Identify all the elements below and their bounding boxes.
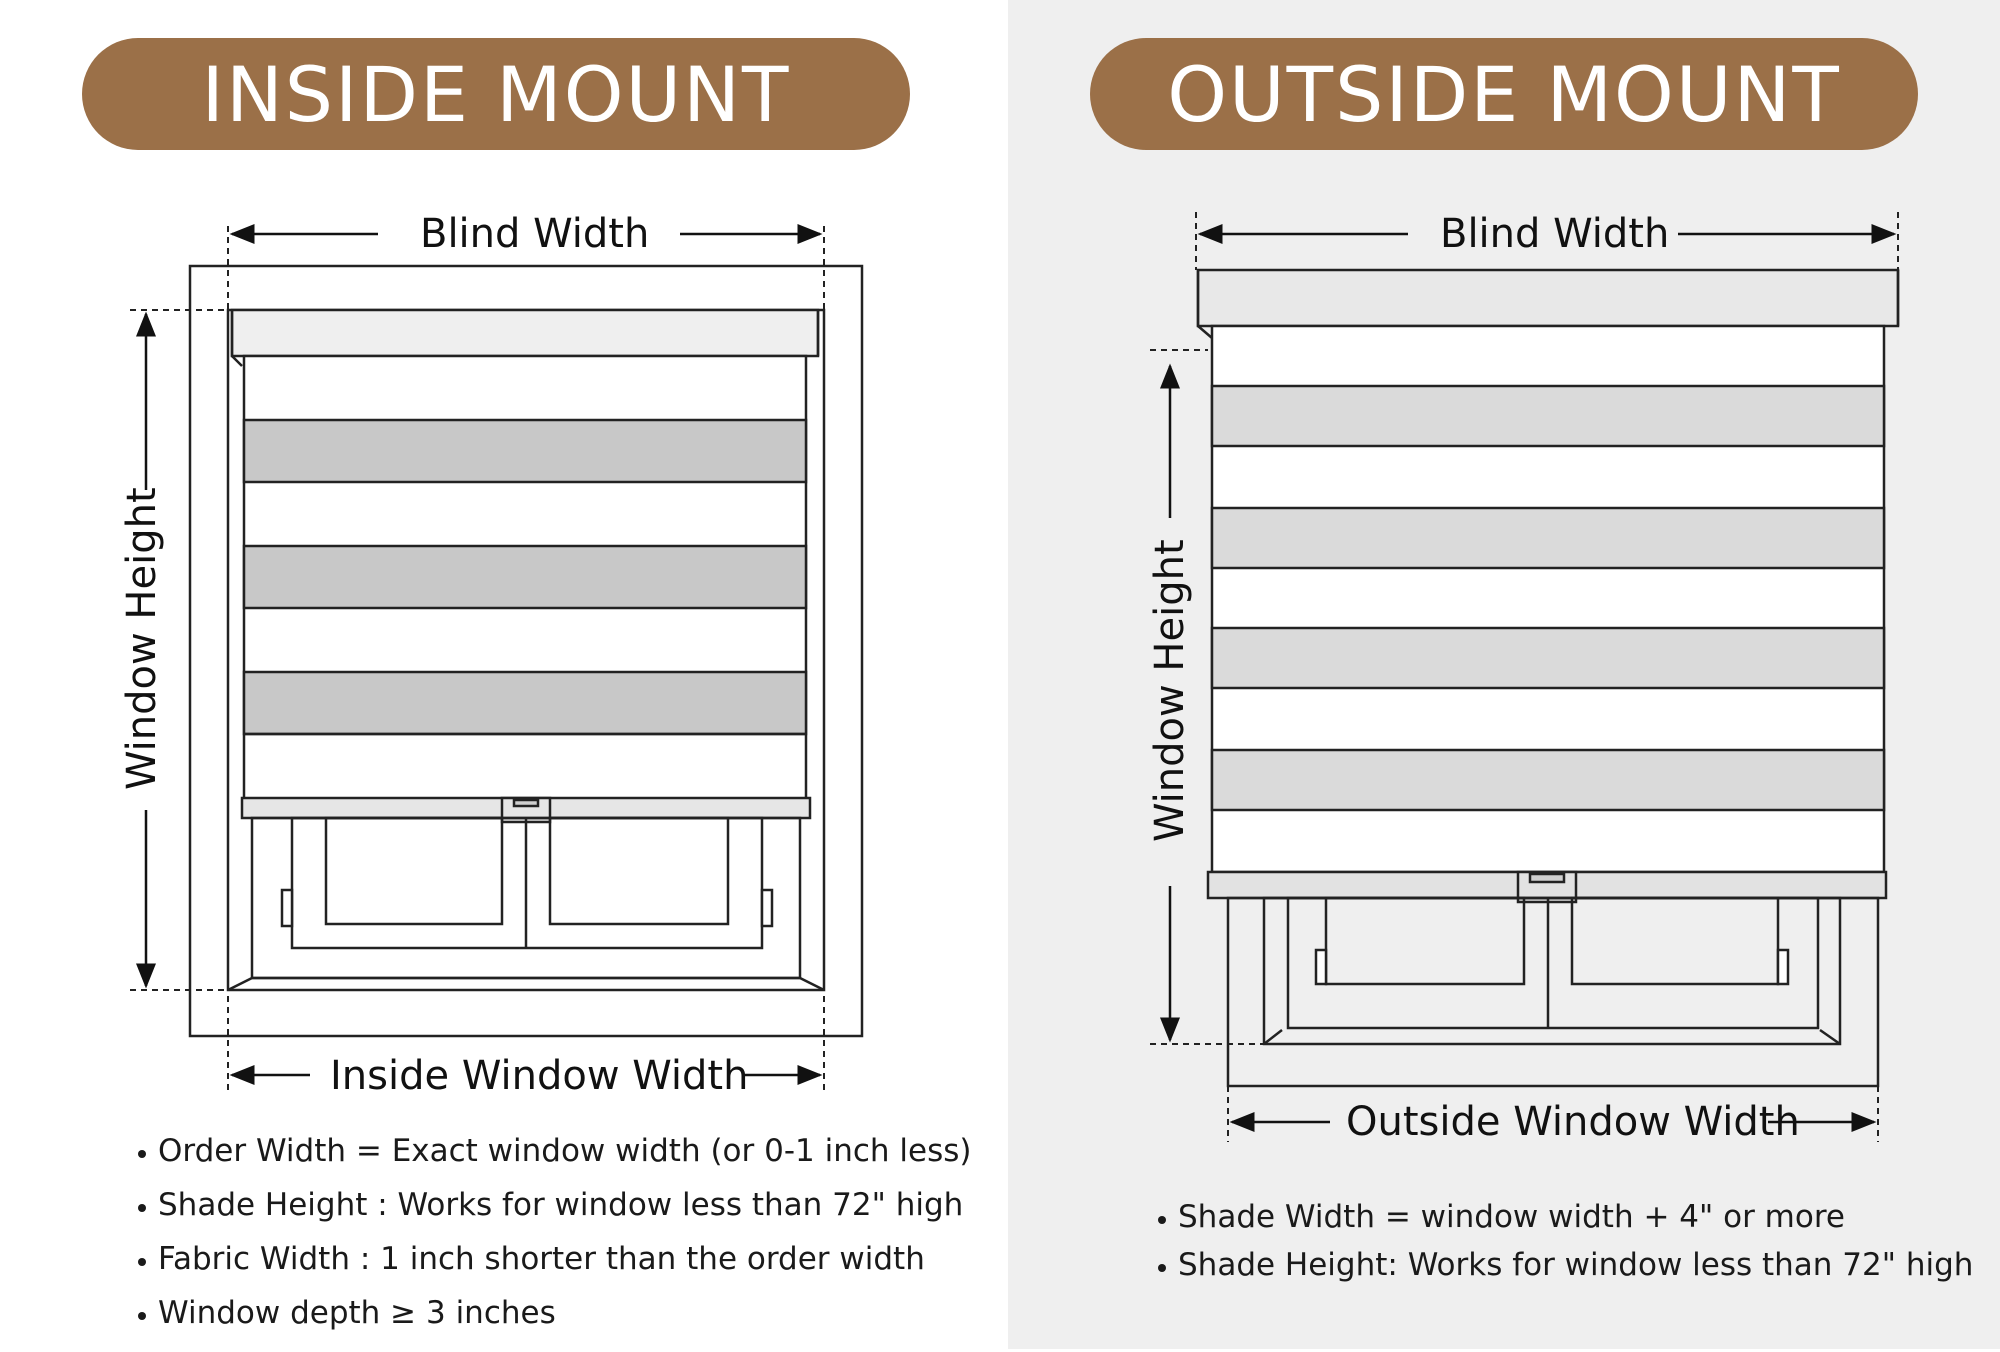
window-inner-frame bbox=[1264, 898, 1840, 1044]
headrail bbox=[232, 310, 818, 356]
inside-blind-width-label: Blind Width bbox=[420, 211, 650, 257]
note-item: Shade Height : Works for window less than 72" high bbox=[136, 1190, 971, 1244]
fabric-stripe-dark bbox=[1212, 386, 1884, 446]
note-item: Order Width = Exact window width (or 0-1 inch less) bbox=[136, 1136, 971, 1190]
fabric-stripe-dark bbox=[244, 546, 806, 608]
inside-window-height-label: Window Height bbox=[119, 487, 165, 790]
outside-mount-title: OUTSIDE MOUNT bbox=[1090, 38, 1918, 150]
fabric-stripe-dark bbox=[244, 420, 806, 482]
fabric-stripe-dark bbox=[244, 672, 806, 734]
inside-mount-title: INSIDE MOUNT bbox=[82, 38, 910, 150]
outside-window-width-label: Outside Window Width bbox=[1346, 1099, 1800, 1145]
fabric-stripe-dark bbox=[1212, 508, 1884, 568]
inside-mount-notes bbox=[136, 1133, 972, 1352]
outside-window-height-label: Window Height bbox=[1147, 539, 1193, 842]
note-item: Shade Width = window width + 4" or more bbox=[1156, 1202, 1973, 1250]
note-item: Window depth ≥ 3 inches bbox=[136, 1298, 971, 1352]
note-item: Shade Height: Works for window less than 72" high bbox=[1156, 1250, 1973, 1298]
fabric-stripe-dark bbox=[1212, 628, 1884, 688]
headrail bbox=[1198, 270, 1898, 326]
fabric-stripe-dark bbox=[1212, 750, 1884, 810]
inside-window-width-label: Inside Window Width bbox=[330, 1053, 749, 1099]
outside-mount-notes bbox=[1156, 1199, 1974, 1298]
outside-blind-width-label: Blind Width bbox=[1440, 211, 1670, 257]
note-item: Fabric Width : 1 inch shorter than the order width bbox=[136, 1244, 971, 1298]
